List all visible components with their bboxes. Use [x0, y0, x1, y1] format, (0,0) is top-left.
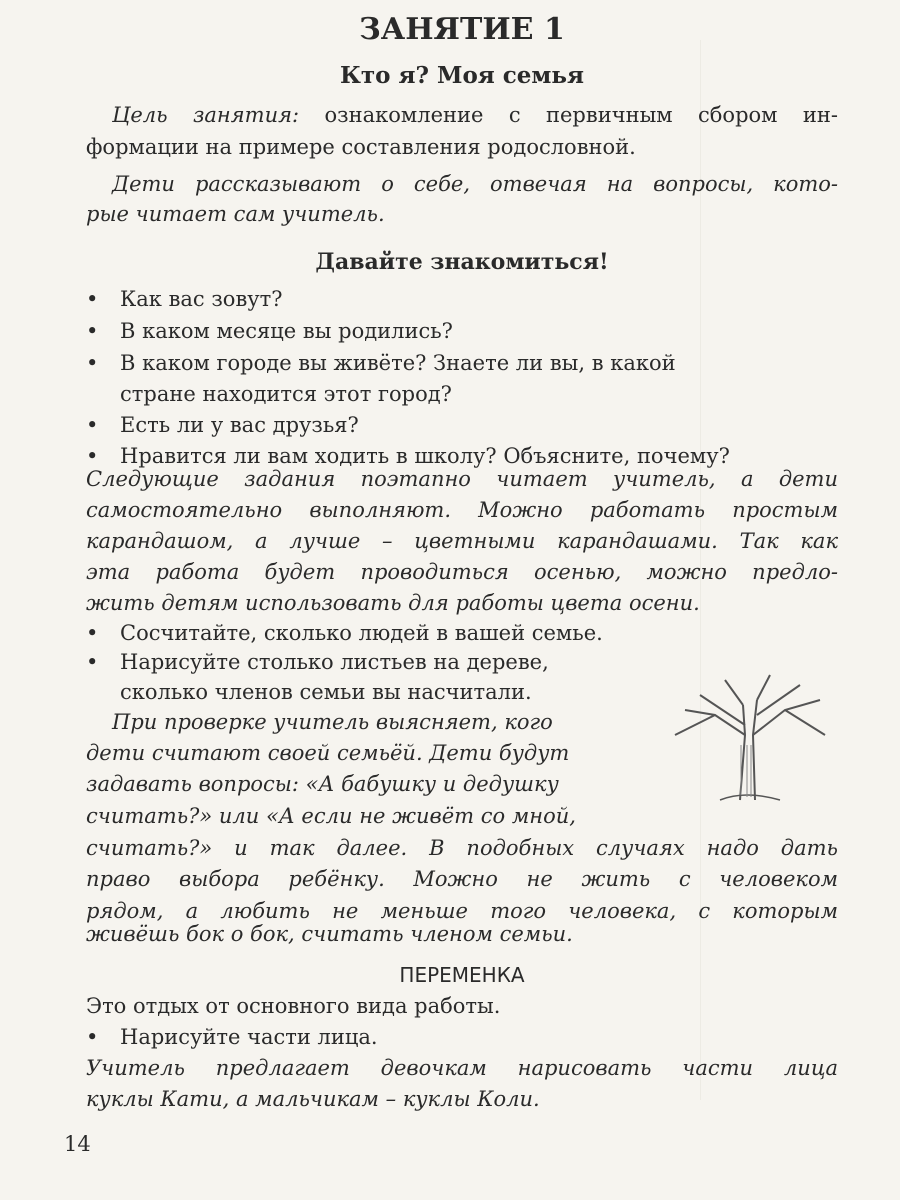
break-note-line: Учитель предлагает девочкам нарисовать части лица: [86, 1056, 838, 1080]
instruction-line: самостоятельно выполняют. Можно работать простым: [86, 498, 838, 522]
lesson-subtitle: Кто я? Моя семья: [339, 62, 584, 89]
check-line: При проверке учитель выясняет, кого: [112, 710, 553, 734]
goal-line-2: формации на примере составления родословной.: [86, 135, 636, 159]
goal-line-1: [86, 101, 838, 129]
check-line: дети считают своей семьёй. Дети будут: [86, 741, 570, 765]
intro-line-2: рые читает сам учитель.: [86, 202, 385, 226]
check-line: задавать вопросы: «А бабушку и дедушку: [86, 772, 559, 796]
lesson-title: ЗАНЯТИЕ 1: [359, 12, 565, 47]
check-line: считать?» или «А если не живёт со мной,: [86, 804, 576, 828]
intro-line-1: Дети рассказывают о себе, отвечая на вопросы, кото-: [112, 172, 838, 196]
check-line: рядом, а любить не меньше того человека, с которым: [86, 899, 838, 923]
list-item-continuation: стране находится этот город?: [120, 382, 452, 406]
break-heading: ПЕРЕМЕНКА: [399, 963, 525, 987]
list-item-continuation: сколько членов семьи вы насчитали.: [120, 680, 532, 704]
page-number: 14: [64, 1132, 91, 1156]
instruction-line: жить детям использовать для работы цвета осени.: [86, 591, 700, 615]
break-note-line: куклы Кати, а мальчикам – куклы Коли.: [86, 1087, 540, 1111]
goal-text: ознакомление с первичным сбором ин-: [324, 103, 838, 127]
goal-label: Цель занятия:: [112, 103, 300, 127]
check-line: право выбора ребёнку. Можно не жить с человеком: [86, 867, 838, 891]
break-text: Это отдых от основного вида работы.: [86, 994, 501, 1018]
tree-illustration: [645, 665, 840, 805]
instruction-line: карандашом, а лучше – цветными карандашами. Так как: [86, 529, 838, 553]
section-heading: Давайте знакомиться!: [315, 249, 609, 275]
instruction-line: Следующие задания поэтапно читает учитель, а дети: [86, 467, 838, 491]
check-line: считать?» и так далее. В подобных случаях надо дать: [86, 836, 838, 860]
instruction-line: эта работа будет проводиться осенью, можно предло-: [86, 560, 838, 584]
check-line: живёшь бок о бок, считать членом семьи.: [86, 922, 573, 946]
